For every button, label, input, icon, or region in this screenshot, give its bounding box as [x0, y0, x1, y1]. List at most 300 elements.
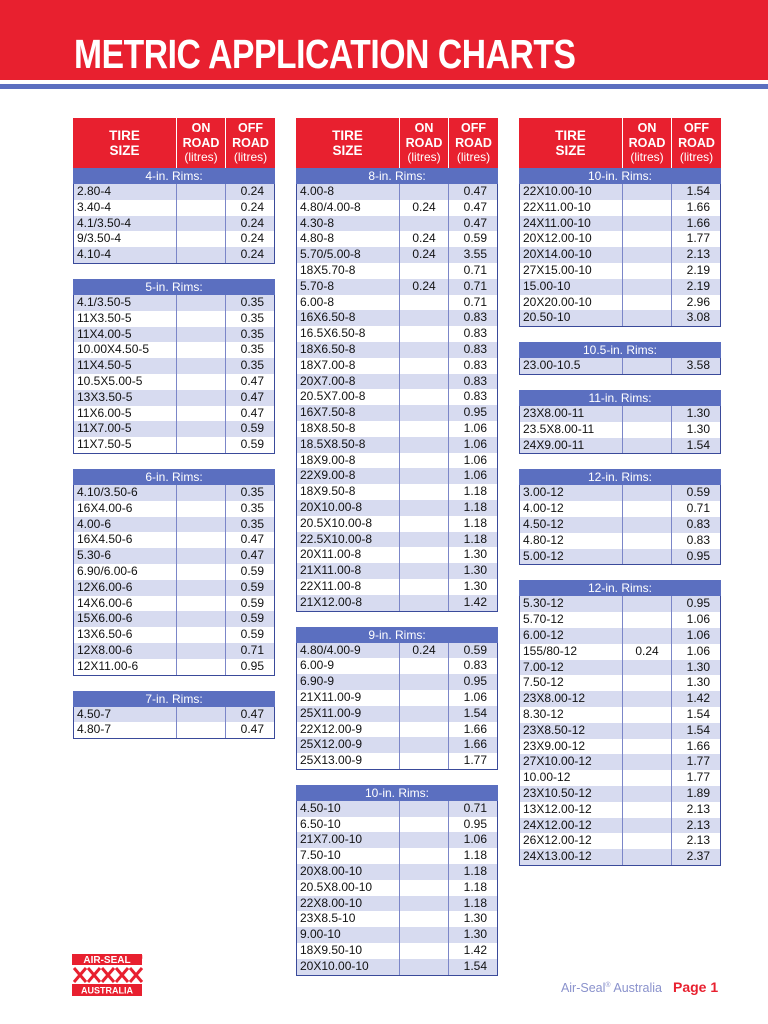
on-road-cell	[400, 864, 449, 880]
off-road-cell: 0.59	[240, 437, 264, 452]
rim-table-rows	[519, 596, 721, 866]
tire-size-cell: 3.00-12	[520, 485, 623, 501]
table-row	[520, 247, 720, 263]
tire-size-cell: 27X15.00-10	[520, 263, 623, 279]
off-road-cell: 0.47	[240, 722, 264, 737]
tire-size-cell: 7.50-10	[297, 848, 400, 864]
on-road-cell	[400, 437, 449, 453]
off-road-cell: 1.18	[463, 895, 487, 910]
off-road-cell: 0.71	[463, 262, 487, 277]
tire-size-cell: 20.5X10.00-8	[297, 516, 400, 532]
table-row	[74, 596, 274, 612]
tire-size-cell: 20X12.00-10	[520, 231, 623, 247]
on-road-cell	[400, 184, 449, 200]
tire-size-cell: 24X13.00-12	[520, 849, 623, 865]
tire-size-cell: 23.5X8.00-11	[520, 422, 623, 438]
table-row	[520, 596, 720, 612]
on-road-cell	[623, 739, 672, 755]
tire-size-cell: 26X12.00-12	[520, 833, 623, 849]
off-road-cell: 0.47	[240, 706, 264, 721]
on-road-cell: 0.24	[400, 279, 449, 295]
tire-size-cell: 12X8.00-6	[74, 643, 177, 659]
rim-group	[73, 279, 275, 454]
off-road-cell: 0.35	[240, 484, 264, 499]
tire-size-cell: 11X3.50-5	[74, 311, 177, 327]
rim-size-heading: 7-in. Rims:	[73, 691, 275, 707]
off-road-cell: 0.95	[463, 405, 487, 420]
tire-size-cell: 7.50-12	[520, 675, 623, 691]
table-row	[74, 564, 274, 580]
on-road-cell	[400, 579, 449, 595]
footer-brand	[561, 981, 662, 995]
off-road-cell: 1.18	[463, 499, 487, 514]
off-road-cell: 1.30	[463, 563, 487, 578]
table-row	[74, 342, 274, 358]
tire-size-cell: 18X9.00-8	[297, 453, 400, 469]
on-road-cell	[177, 311, 226, 327]
chart-column-1	[73, 118, 275, 754]
on-road-cell	[400, 405, 449, 421]
on-road-cell	[400, 453, 449, 469]
table-row	[297, 880, 497, 896]
off-road-cell: 1.18	[463, 879, 487, 894]
on-road-cell	[623, 231, 672, 247]
on-road-cell	[623, 200, 672, 216]
header-text: ROAD	[628, 135, 666, 150]
table-row	[74, 580, 274, 596]
on-road-cell: 0.24	[623, 644, 672, 660]
tire-size-cell: 3.40-4	[74, 200, 177, 216]
off-road-cell: 1.06	[686, 612, 710, 627]
off-road-cell: 0.24	[240, 199, 264, 214]
table-row	[520, 438, 720, 454]
table-row	[297, 342, 497, 358]
table-row	[74, 374, 274, 390]
off-road-header	[226, 118, 275, 168]
off-road-cell: 0.35	[240, 294, 264, 309]
off-road-cell: 0.95	[240, 658, 264, 673]
rim-table-rows	[519, 184, 721, 327]
off-road-cell: 1.77	[686, 754, 710, 769]
table-row	[297, 184, 497, 200]
tire-size-header	[73, 118, 177, 168]
header-text: SIZE	[332, 143, 363, 158]
tire-size-cell: 23X9.00-12	[520, 739, 623, 755]
page-title: METRIC APPLICATION CHARTS	[74, 31, 576, 77]
on-road-cell	[177, 406, 226, 422]
tire-size-cell: 23X8.00-12	[520, 691, 623, 707]
off-road-cell: 1.06	[463, 689, 487, 704]
table-row	[297, 516, 497, 532]
tire-size-cell: 6.90/6.00-6	[74, 564, 177, 580]
header-text: TIRE	[332, 128, 363, 143]
table-row	[297, 658, 497, 674]
table-row	[297, 389, 497, 405]
tire-size-cell: 20.5X7.00-8	[297, 389, 400, 405]
rim-group	[73, 168, 275, 264]
table-row	[297, 896, 497, 912]
tire-size-cell: 4.10/3.50-6	[74, 485, 177, 501]
on-road-cell	[400, 310, 449, 326]
on-road-cell: 0.24	[400, 247, 449, 263]
off-road-cell: 2.19	[686, 278, 710, 293]
off-road-cell: 0.47	[240, 389, 264, 404]
rim-table-rows	[73, 295, 275, 454]
tire-size-cell: 18X6.50-8	[297, 342, 400, 358]
off-road-cell: 1.06	[463, 436, 487, 451]
off-road-cell: 1.30	[463, 927, 487, 942]
table-row	[520, 216, 720, 232]
on-road-cell	[400, 595, 449, 611]
on-road-cell	[177, 342, 226, 358]
table-row	[520, 849, 720, 865]
on-road-cell	[400, 690, 449, 706]
chart-column-2	[296, 118, 498, 991]
off-road-cell: 0.83	[463, 658, 487, 673]
on-road-cell	[177, 358, 226, 374]
tire-size-cell: 7.00-12	[520, 660, 623, 676]
header-text: TIRE	[555, 128, 586, 143]
table-row	[520, 517, 720, 533]
off-road-cell: 2.13	[686, 801, 710, 816]
on-road-cell	[400, 295, 449, 311]
tire-size-cell: 22X8.00-10	[297, 896, 400, 912]
on-road-cell	[177, 421, 226, 437]
on-road-cell	[177, 627, 226, 643]
tire-size-cell: 20X20.00-10	[520, 295, 623, 311]
table-row	[74, 517, 274, 533]
off-road-cell: 1.18	[463, 848, 487, 863]
off-road-cell: 0.24	[240, 231, 264, 246]
table-row	[297, 231, 497, 247]
off-road-cell: 1.54	[463, 958, 487, 973]
header-unit: (litres)	[630, 150, 664, 165]
rim-size-heading: 12-in. Rims:	[519, 469, 721, 485]
tire-size-cell: 20X14.00-10	[520, 247, 623, 263]
off-road-cell: 0.83	[686, 516, 710, 531]
tire-size-cell: 18.5X8.50-8	[297, 437, 400, 453]
off-road-cell: 0.59	[240, 627, 264, 642]
tire-size-cell: 4.50-7	[74, 707, 177, 723]
rim-size-heading: 10-in. Rims:	[519, 168, 721, 184]
on-road-cell	[177, 580, 226, 596]
tire-size-cell: 12X11.00-6	[74, 659, 177, 675]
header-unit: (litres)	[456, 150, 491, 165]
table-row	[520, 501, 720, 517]
table-row	[74, 611, 274, 627]
tire-size-cell: 5.70/5.00-8	[297, 247, 400, 263]
tire-size-cell: 10.5X5.00-5	[74, 374, 177, 390]
off-road-cell: 1.06	[463, 452, 487, 467]
on-road-cell	[623, 818, 672, 834]
off-road-cell: 1.30	[686, 405, 710, 420]
tire-size-cell: 18X5.70-8	[297, 263, 400, 279]
rim-table-rows	[519, 358, 721, 375]
tire-size-cell: 12X6.00-6	[74, 580, 177, 596]
off-road-cell: 0.35	[240, 342, 264, 357]
on-road-cell	[623, 849, 672, 865]
rim-size-heading: 11-in. Rims:	[519, 390, 721, 406]
on-road-cell	[623, 675, 672, 691]
off-road-cell: 0.83	[463, 373, 487, 388]
tire-size-cell: 22X11.00-10	[520, 200, 623, 216]
on-road-cell	[623, 358, 672, 374]
on-road-cell	[400, 358, 449, 374]
on-road-cell	[177, 216, 226, 232]
table-row	[297, 690, 497, 706]
off-road-cell: 0.24	[240, 247, 264, 262]
on-road-cell	[400, 484, 449, 500]
tire-size-cell: 24X11.00-10	[520, 216, 623, 232]
table-row	[520, 754, 720, 770]
header-text: OFF	[238, 121, 263, 136]
header-text: SIZE	[555, 143, 586, 158]
on-road-cell	[177, 485, 226, 501]
tire-size-cell: 4.1/3.50-5	[74, 295, 177, 311]
off-road-cell: 3.58	[686, 358, 710, 373]
table-row	[74, 421, 274, 437]
off-road-cell: 0.71	[463, 278, 487, 293]
off-road-cell: 0.83	[463, 357, 487, 372]
off-road-cell: 1.42	[686, 691, 710, 706]
tire-size-cell: 14X6.00-6	[74, 596, 177, 612]
table-row	[297, 247, 497, 263]
rim-group	[296, 168, 498, 612]
table-row	[297, 216, 497, 232]
on-road-cell	[623, 833, 672, 849]
tire-size-cell: 10.00-12	[520, 770, 623, 786]
on-road-cell	[623, 612, 672, 628]
table-row	[297, 468, 497, 484]
on-road-cell	[623, 406, 672, 422]
on-road-cell	[400, 943, 449, 959]
off-road-cell: 1.66	[463, 737, 487, 752]
off-road-cell: 2.37	[686, 849, 710, 864]
off-road-cell: 0.95	[463, 816, 487, 831]
table-row	[520, 310, 720, 326]
chart-column-3	[519, 118, 721, 881]
off-road-cell: 1.06	[686, 627, 710, 642]
header-unit: (litres)	[407, 150, 441, 165]
off-road-cell: 0.83	[463, 389, 487, 404]
rim-group	[519, 342, 721, 375]
off-road-cell: 1.42	[463, 594, 487, 609]
banner-divider	[0, 89, 768, 92]
on-road-cell	[400, 326, 449, 342]
table-row	[297, 674, 497, 690]
tire-size-cell: 20.5X8.00-10	[297, 880, 400, 896]
header-unit: (litres)	[184, 150, 218, 165]
table-row	[297, 484, 497, 500]
off-road-cell: 1.30	[686, 659, 710, 674]
off-road-cell: 1.42	[463, 943, 487, 958]
off-road-cell: 1.77	[686, 231, 710, 246]
rim-size-heading: 10-in. Rims:	[296, 785, 498, 801]
off-road-cell: 1.18	[463, 484, 487, 499]
off-road-cell: 0.59	[240, 611, 264, 626]
table-row	[520, 675, 720, 691]
table-row	[520, 723, 720, 739]
tire-size-cell: 13X12.00-12	[520, 802, 623, 818]
off-road-cell: 1.77	[463, 753, 487, 768]
tire-size-cell: 20.50-10	[520, 310, 623, 326]
table-row	[74, 532, 274, 548]
on-road-cell	[623, 628, 672, 644]
table-row	[520, 200, 720, 216]
header-unit: (litres)	[233, 150, 268, 165]
tire-size-cell: 16X4.50-6	[74, 532, 177, 548]
off-road-cell: 0.47	[463, 184, 487, 198]
off-road-cell: 1.30	[463, 911, 487, 926]
tire-size-cell: 10.00X4.50-5	[74, 342, 177, 358]
off-road-cell: 0.95	[686, 596, 710, 611]
tire-size-cell: 24X12.00-12	[520, 818, 623, 834]
tire-size-cell: 6.00-12	[520, 628, 623, 644]
table-row	[297, 563, 497, 579]
table-row	[297, 358, 497, 374]
tire-size-cell: 2.80-4	[74, 184, 177, 200]
rim-size-heading: 12-in. Rims:	[519, 580, 721, 596]
table-row	[520, 818, 720, 834]
off-road-cell: 1.66	[686, 738, 710, 753]
on-road-header	[400, 118, 449, 168]
table-row	[297, 500, 497, 516]
tire-size-cell: 18X9.50-10	[297, 943, 400, 959]
on-road-cell	[400, 563, 449, 579]
tire-size-cell: 4.00-6	[74, 517, 177, 533]
table-row	[520, 263, 720, 279]
off-road-cell: 2.13	[686, 247, 710, 262]
on-road-cell	[623, 247, 672, 263]
footer-brand-suffix: Australia	[610, 981, 662, 995]
table-row	[297, 405, 497, 421]
tire-size-cell: 18X9.50-8	[297, 484, 400, 500]
on-road-cell	[623, 279, 672, 295]
on-road-cell	[400, 722, 449, 738]
table-row	[297, 310, 497, 326]
tire-size-cell: 18X7.00-8	[297, 358, 400, 374]
tire-size-cell: 21X11.00-9	[297, 690, 400, 706]
on-road-cell	[400, 801, 449, 817]
table-row	[297, 200, 497, 216]
rim-table-rows	[296, 184, 498, 612]
table-row	[74, 358, 274, 374]
on-road-cell	[177, 374, 226, 390]
table-row	[74, 295, 274, 311]
off-road-cell: 0.59	[240, 579, 264, 594]
tire-size-cell: 13X3.50-5	[74, 390, 177, 406]
on-road-cell	[623, 295, 672, 311]
footer-brand-name: Air-Seal	[560, 981, 606, 995]
rim-group	[73, 691, 275, 740]
tire-size-cell: 4.80-7	[74, 722, 177, 738]
tire-size-cell: 23.00-10.5	[520, 358, 623, 374]
table-row	[520, 406, 720, 422]
on-road-cell	[400, 896, 449, 912]
off-road-cell: 0.71	[463, 800, 487, 815]
tire-size-cell: 5.30-6	[74, 548, 177, 564]
on-road-cell	[400, 468, 449, 484]
table-row	[74, 231, 274, 247]
on-road-cell	[623, 184, 672, 200]
table-row	[520, 295, 720, 311]
rim-size-heading: 10.5-in. Rims:	[519, 342, 721, 358]
on-road-cell: 0.24	[400, 231, 449, 247]
tire-size-cell: 23X8.00-11	[520, 406, 623, 422]
off-road-cell: 0.59	[240, 563, 264, 578]
table-row	[297, 943, 497, 959]
tire-size-cell: 4.50-12	[520, 517, 623, 533]
table-row	[74, 485, 274, 501]
air-seal-logo	[72, 953, 144, 997]
table-row	[74, 437, 274, 453]
tire-size-cell: 4.1/3.50-4	[74, 216, 177, 232]
tire-size-cell: 23X8.50-12	[520, 723, 623, 739]
tire-size-cell: 21X7.00-10	[297, 832, 400, 848]
on-road-cell	[400, 389, 449, 405]
table-row	[74, 200, 274, 216]
off-road-cell: 0.35	[240, 358, 264, 373]
off-road-cell: 0.47	[240, 548, 264, 563]
table-header	[296, 118, 498, 168]
tire-size-cell: 5.70-12	[520, 612, 623, 628]
table-row	[74, 722, 274, 738]
table-row	[520, 786, 720, 802]
off-road-cell: 0.71	[686, 501, 710, 516]
off-road-cell: 0.95	[463, 674, 487, 689]
table-row	[297, 279, 497, 295]
tire-size-cell: 22X11.00-8	[297, 579, 400, 595]
header-text: ON	[414, 121, 434, 136]
rim-group	[519, 168, 721, 327]
table-row	[297, 326, 497, 342]
off-road-cell: 1.54	[686, 437, 710, 452]
off-road-cell: 1.54	[686, 706, 710, 721]
off-road-cell: 0.35	[240, 326, 264, 341]
table-row	[297, 579, 497, 595]
off-road-cell: 0.71	[463, 294, 487, 309]
tire-size-cell: 20X8.00-10	[297, 864, 400, 880]
off-road-cell: 1.06	[463, 832, 487, 847]
header-text: OFF	[461, 121, 486, 136]
on-road-cell	[177, 707, 226, 723]
on-road-cell	[400, 706, 449, 722]
on-road-cell	[623, 438, 672, 454]
on-road-cell	[400, 532, 449, 548]
tire-size-cell: 25X11.00-9	[297, 706, 400, 722]
table-row	[74, 247, 274, 263]
tire-size-cell: 155/80-12	[520, 644, 623, 660]
rim-size-heading: 9-in. Rims:	[296, 627, 498, 643]
tire-size-cell: 21X11.00-8	[297, 563, 400, 579]
rim-size-heading: 4-in. Rims:	[73, 168, 275, 184]
on-road-cell	[623, 802, 672, 818]
rim-group	[296, 785, 498, 976]
table-row	[520, 279, 720, 295]
table-row	[297, 864, 497, 880]
table-row	[297, 737, 497, 753]
table-row	[520, 691, 720, 707]
table-row	[297, 927, 497, 943]
tire-size-cell: 5.30-12	[520, 596, 623, 612]
table-row	[520, 231, 720, 247]
table-row	[520, 707, 720, 723]
table-row	[297, 801, 497, 817]
on-road-cell	[400, 216, 449, 232]
on-road-cell	[400, 263, 449, 279]
tire-size-cell: 11X4.00-5	[74, 327, 177, 343]
on-road-header	[177, 118, 226, 168]
